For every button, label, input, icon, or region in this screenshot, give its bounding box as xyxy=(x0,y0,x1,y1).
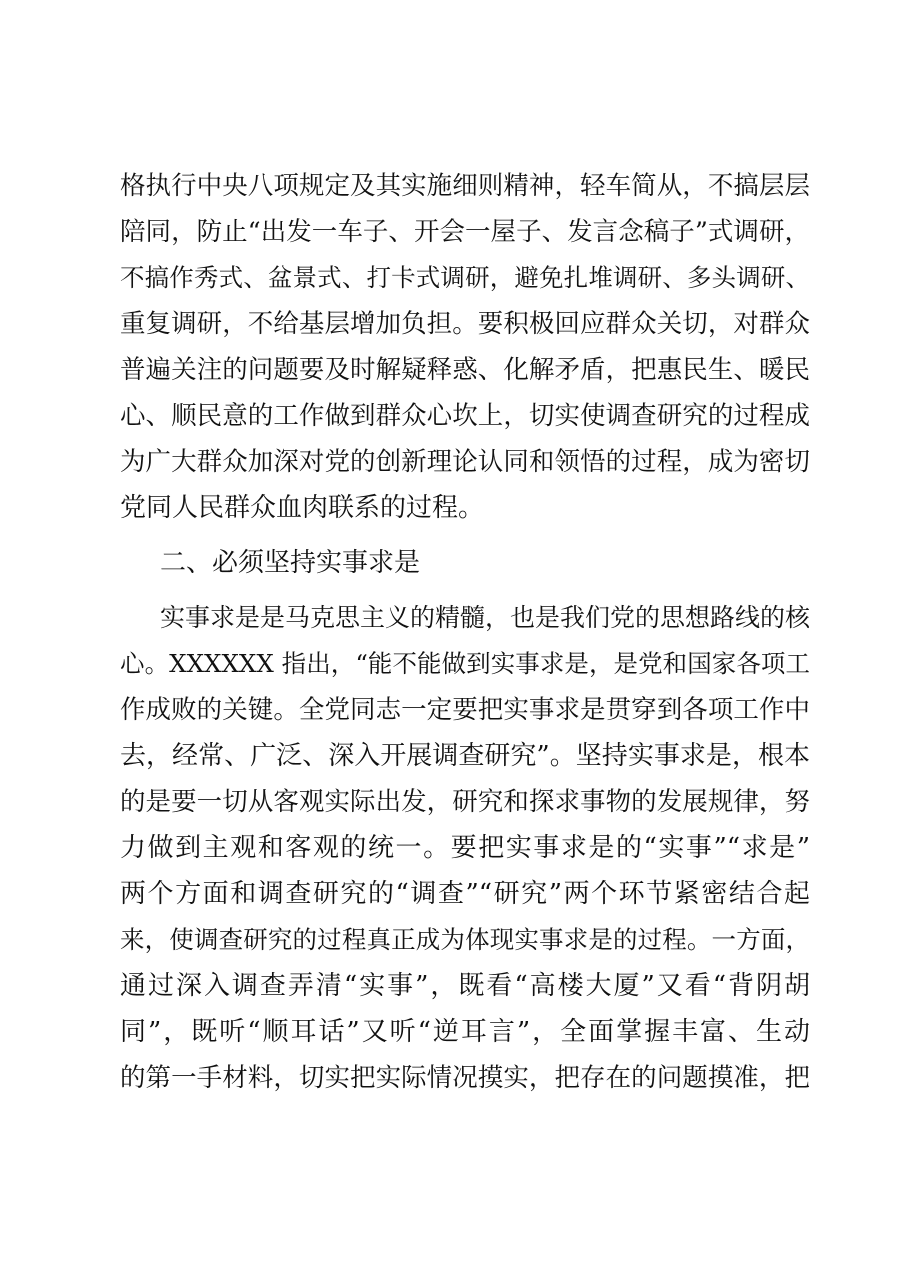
paragraph-line: 为广大群众加深对党的创新理论认同和领悟的过程，成为密切 xyxy=(120,447,810,477)
paragraph-line: 党同人民群众血肉联系的过程。 xyxy=(120,493,485,523)
paragraph-line: 来，使调查研究的过程真正成为体现实事求是的过程。一方面， xyxy=(120,925,810,954)
paragraph-line: 同”，既听“顺耳话”又听“逆耳言”，全面掌握丰富、生动 xyxy=(120,1017,810,1047)
paragraph-line: 重复调研，不给基层增加负担。要积极回应群众关切，对群众 xyxy=(120,309,810,339)
paragraph-line: 实事求是是马克思主义的精髓，也是我们党的思想路线的核 xyxy=(160,603,811,632)
paragraph-line: 两个方面和调查研究的“调查”“研究”两个环节紧密结合起 xyxy=(120,879,810,909)
paragraph-line: 力做到主观和客观的统一。要把实事求是的“实事”“求是” xyxy=(120,833,810,863)
paragraph-line: 去，经常、广泛、深入开展调查研究”。坚持实事求是，根本 xyxy=(120,741,810,771)
paragraph-line: 心、顺民意的工作做到群众心坎上，切实使调查研究的过程成 xyxy=(120,401,810,431)
paragraph-line: 通过深入调查弄清“实事”，既看“高楼大厦”又看“背阴胡 xyxy=(120,971,810,1001)
paragraph-line: 的是要一切从客观实际出发，研究和探求事物的发展规律，努 xyxy=(120,787,810,817)
paragraph-line: 作成败的关键。全党同志一定要把实事求是贯穿到各项工作中 xyxy=(120,695,810,725)
paragraph-line: 不搞作秀式、盆景式、打卡式调研，避免扎堆调研、多头调研、 xyxy=(120,263,810,292)
paragraph-line: 的第一手材料，切实把实际情况摸实，把存在的问题摸准，把 xyxy=(120,1063,810,1093)
paragraph-line: 心。XXXXXX 指出，“能不能做到实事求是，是党和国家各项工 xyxy=(120,649,810,678)
paragraph-line: 普遍关注的问题要及时解疑释惑、化解矛盾，把惠民生、暖民 xyxy=(120,355,810,385)
section-heading: 二、必须坚持实事求是 xyxy=(160,548,421,578)
paragraph-line: 陪同，防止“出发一车子、开会一屋子、发言念稿子”式调研， xyxy=(120,217,810,247)
paragraph-line: 格执行中央八项规定及其实施细则精神，轻车简从，不搞层层 xyxy=(120,171,810,201)
